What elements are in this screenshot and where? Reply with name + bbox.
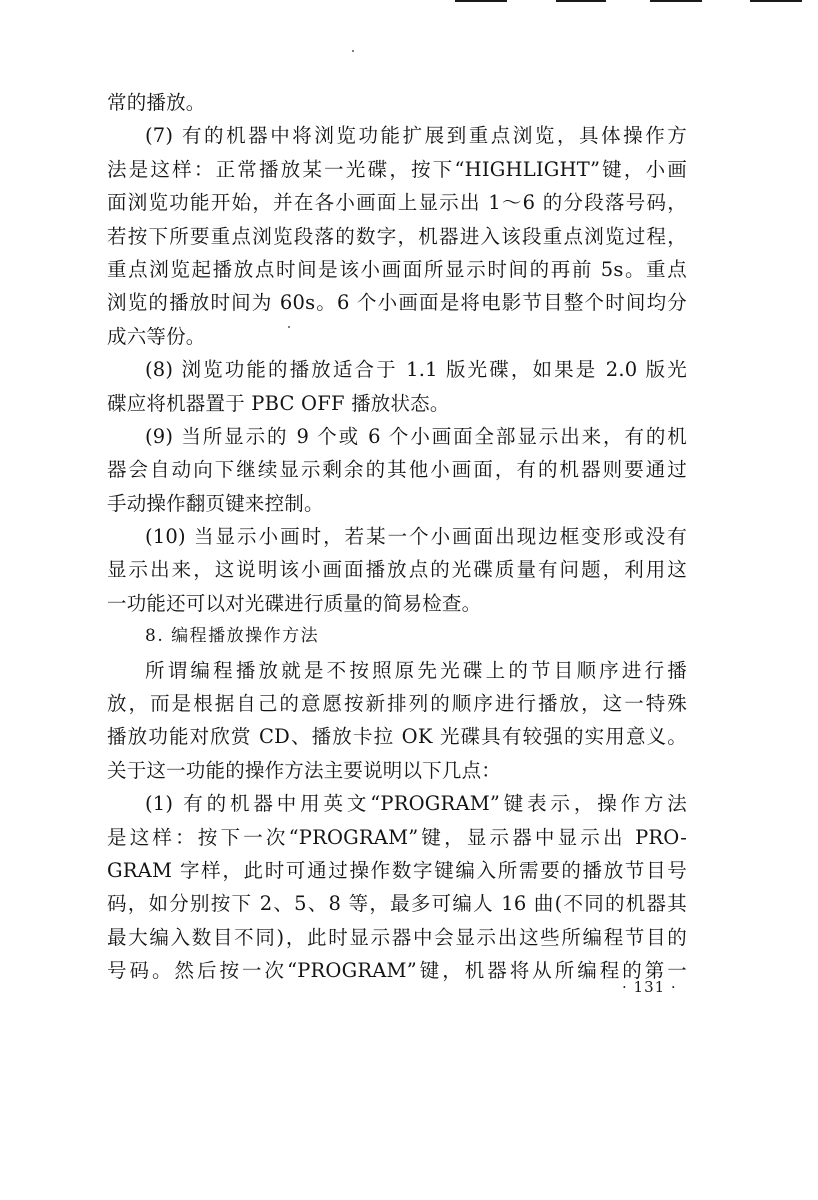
text-line: 一功能还可以对光碟进行质量的简易检查。: [107, 591, 482, 615]
text-line: 浏览的播放时间为 60s。6 个小画面是将电影节目整个时间均分: [107, 291, 687, 315]
text-line: 重点浏览起播放点时间是该小画面所显示时间的再前 5s。重点: [107, 257, 687, 281]
text-line: 所谓编程播放就是不按照原先光碟上的节目顺序进行播: [145, 658, 687, 682]
top-border-rule: [556, 0, 606, 2]
text-line: 器会自动向下继续显示剩余的其他小画面，有的机器则要通过: [107, 458, 687, 482]
text-line: 最大编入数目不同)，此时显示器中会显示出这些所编程节目的: [107, 925, 687, 949]
text-line: 常的播放。: [107, 91, 206, 114]
top-border-rule: [750, 0, 802, 2]
text-line: 碟应将机器置于 PBC OFF 播放状态。: [107, 391, 450, 415]
page-body-text: [107, 86, 687, 988]
text-line: 码，如分别按下 2、5、8 等，最多可编人 16 曲(不同的机器其: [107, 892, 687, 916]
page-number: · 131 ·: [622, 978, 677, 996]
text-line: GRAM 字样，此时可通过操作数字键编入所需要的播放节目号: [107, 858, 687, 882]
text-line: 成六等份。: [107, 324, 206, 348]
top-border-rule: [650, 0, 702, 2]
top-border-rule: [455, 0, 507, 2]
section-heading: 8. 编程播放操作方法: [145, 626, 320, 647]
text-line: 显示出来，这说明该小画面播放点的光碟质量有问题，利用这: [107, 558, 687, 582]
scan-speck: [352, 50, 354, 52]
text-line: 若按下所要重点浏览段落的数字，机器进入该段重点浏览过程，: [107, 224, 687, 248]
text-line: (9) 当所显示的 9 个或 6 个小画面全部显示出来，有的机: [145, 424, 687, 448]
text-line: (8) 浏览功能的播放适合于 1.1 版光碟，如果是 2.0 版光: [145, 358, 687, 382]
text-line: 放，而是根据自己的意愿按新排列的顺序进行播放，这一特殊: [107, 692, 687, 716]
text-line: 关于这一功能的操作方法主要说明以下几点：: [107, 758, 502, 782]
text-line: (7) 有的机器中将浏览功能扩展到重点浏览，具体操作方: [145, 124, 687, 148]
text-line: 播放功能对欣赏 CD、播放卡拉 OK 光碟具有较强的实用意义。: [107, 725, 687, 749]
text-line: 手动操作翻页键来控制。: [107, 491, 324, 515]
text-line: (10) 当显示小画时，若某一个小画面出现边框变形或没有: [145, 525, 687, 549]
text-line: 号码。然后按一次“PROGRAM”键，机器将从所编程的第一: [107, 959, 687, 983]
text-line: (1) 有的机器中用英文“PROGRAM”键表示，操作方法: [145, 792, 687, 816]
text-line: 法是这样：正常播放某一光碟，按下“HIGHLIGHT”键，小画: [107, 157, 687, 181]
text-line: 是这样：按下一次“PROGRAM”键，显示器中显示出 PRO-: [107, 825, 687, 849]
text-line: 面浏览功能开始，并在各小画面上显示出 1～6 的分段落号码，: [107, 191, 687, 215]
